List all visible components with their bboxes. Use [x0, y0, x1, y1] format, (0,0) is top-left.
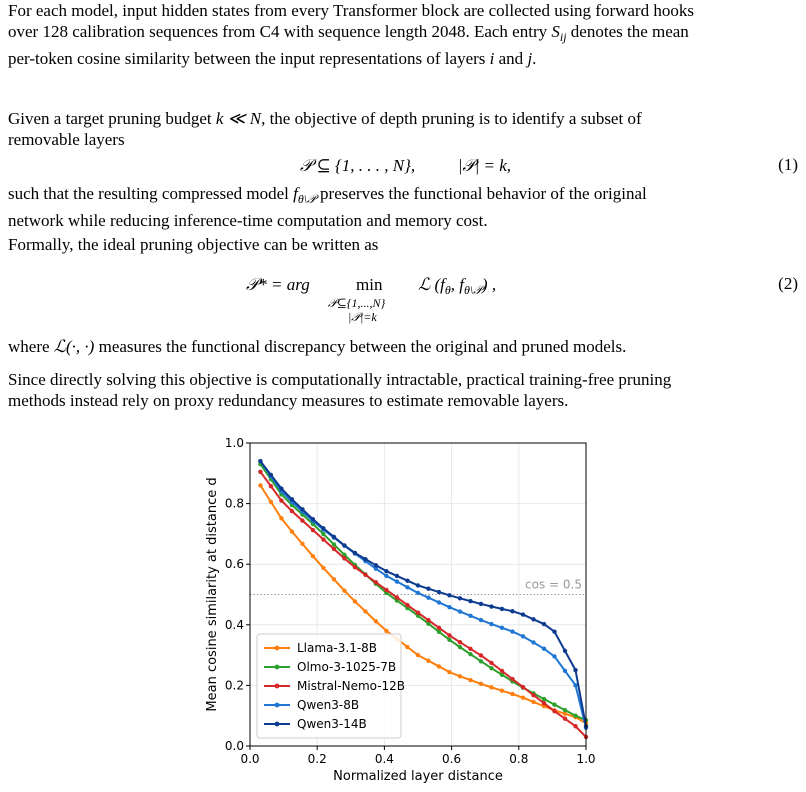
data-point	[563, 708, 567, 712]
legend-swatch-marker	[275, 684, 280, 689]
text-fragment: measures the functional discrepancy between the original and pruned models.	[94, 337, 627, 356]
legend-label: Llama-3.1-8B	[297, 641, 378, 655]
text-line: Formally, the ideal pruning objective can be written as	[8, 235, 379, 254]
data-point	[531, 640, 535, 644]
x-tick-label: 0.2	[307, 752, 327, 766]
data-point	[479, 618, 483, 622]
data-point	[458, 674, 462, 678]
data-point	[416, 583, 420, 587]
legend-swatch-marker	[275, 646, 280, 651]
x-tick-label: 1.0	[576, 752, 596, 766]
y-tick-label: 0.4	[224, 617, 244, 632]
text-line: removable layers	[8, 130, 125, 149]
data-point	[458, 640, 462, 644]
text-fragment: denotes the mean	[566, 22, 689, 41]
data-point	[552, 654, 556, 658]
data-point	[468, 678, 472, 682]
data-point	[510, 609, 514, 613]
data-point	[458, 609, 462, 613]
paragraph-compressed-model	[8, 183, 798, 231]
data-point	[300, 542, 304, 546]
text-fragment: where	[8, 337, 54, 356]
data-point	[332, 577, 336, 581]
text-line: For each model, input hidden states from every Transformer block are collected using forward hooks	[8, 1, 694, 20]
math-inline: k ≪ N	[215, 109, 262, 128]
math-var: i	[489, 49, 495, 68]
data-point	[458, 645, 462, 649]
data-point	[300, 507, 304, 511]
data-point	[468, 652, 472, 656]
data-point	[479, 602, 483, 606]
equation-1	[300, 155, 511, 176]
data-point	[384, 629, 388, 633]
data-point	[479, 653, 483, 657]
text-fragment: preserves the functional behavior of the original	[315, 184, 647, 203]
data-point	[479, 682, 483, 686]
data-point	[426, 618, 430, 622]
data-point	[500, 626, 504, 630]
legend-label: Qwen3-14B	[297, 717, 367, 731]
line-chart	[200, 437, 610, 787]
legend-label: Olmo-3-1025-7B	[297, 660, 397, 674]
data-point	[489, 685, 493, 689]
data-point	[311, 517, 315, 521]
text-line: network while reducing inference-time computation and memory cost.	[8, 211, 488, 230]
data-point	[311, 554, 315, 558]
data-point	[279, 498, 283, 502]
data-point	[300, 518, 304, 522]
data-point	[500, 607, 504, 611]
data-point	[405, 603, 409, 607]
data-point	[521, 696, 525, 700]
paragraph-objective	[8, 108, 798, 150]
data-point	[531, 700, 535, 704]
data-point	[258, 470, 262, 474]
data-point	[374, 580, 378, 584]
text-line: per-token cosine similarity between the input representations of layers	[8, 49, 490, 68]
data-point	[489, 604, 493, 608]
data-point	[500, 669, 504, 673]
data-point	[290, 529, 294, 533]
data-point	[552, 709, 556, 713]
data-point	[374, 563, 378, 567]
legend-swatch-marker	[275, 722, 280, 727]
data-point	[510, 629, 514, 633]
data-point	[510, 677, 514, 681]
x-tick-label: 0.0	[240, 752, 260, 766]
data-point	[573, 713, 577, 717]
x-tick-label: 0.4	[374, 752, 394, 766]
data-point	[269, 484, 273, 488]
data-point	[321, 526, 325, 530]
text-fragment: such that the resulting compressed model	[8, 184, 294, 203]
data-point	[542, 701, 546, 705]
data-point	[437, 626, 441, 630]
y-tick-label: 0.2	[224, 678, 244, 693]
equation-right: |𝒫| = k,	[457, 156, 512, 175]
y-axis-label: Mean cosine similarity at distance d	[205, 477, 220, 712]
paragraph-proxy	[8, 369, 798, 411]
legend-label: Qwen3-8B	[297, 698, 360, 712]
data-point	[437, 600, 441, 604]
data-point	[542, 622, 546, 626]
data-point	[384, 588, 388, 592]
data-point	[384, 569, 388, 573]
data-point	[258, 483, 262, 487]
data-point	[363, 573, 367, 577]
data-point	[573, 724, 577, 728]
data-point	[489, 622, 493, 626]
data-point	[363, 609, 367, 613]
data-point	[468, 647, 472, 651]
equation-rhs: ℒ ($f_\theta$, $f_{\theta\backslash 𝒫}$) ,	[418, 275, 497, 297]
data-point	[279, 486, 283, 490]
equation-min-subscript: 𝒫⊆{1,...,N}	[328, 296, 386, 310]
data-point	[416, 591, 420, 595]
text-line: methods instead rely on proxy redundancy measures to estimate removable layers.	[8, 391, 569, 410]
x-tick-label: 0.6	[442, 752, 462, 766]
legend-label: Mistral-Nemo-12B	[297, 679, 406, 693]
data-point	[468, 599, 472, 603]
data-point	[269, 473, 273, 477]
data-point	[269, 500, 273, 504]
text-fragment: .	[532, 49, 537, 68]
data-point	[353, 551, 357, 555]
data-point	[510, 692, 514, 696]
data-point	[342, 556, 346, 560]
data-point	[437, 664, 441, 668]
data-point	[563, 716, 567, 720]
data-point	[426, 587, 430, 591]
data-point	[332, 542, 336, 546]
data-point	[479, 659, 483, 663]
data-point	[447, 670, 451, 674]
data-point	[311, 528, 315, 532]
reference-line-label: cos = 0.5	[525, 577, 582, 592]
data-point	[353, 565, 357, 569]
x-tick-label: 0.8	[509, 752, 529, 766]
data-point	[489, 661, 493, 665]
data-point	[395, 595, 399, 599]
data-point	[542, 697, 546, 701]
x-axis-label: Normalized layer distance	[333, 769, 503, 784]
text-fragment: and	[494, 49, 528, 68]
y-tick-label: 0.0	[224, 739, 244, 753]
figure-layer-similarity	[200, 437, 610, 787]
data-point	[258, 459, 262, 463]
data-point	[416, 610, 420, 614]
data-point	[426, 659, 430, 663]
data-point	[447, 593, 451, 597]
data-point	[563, 669, 567, 673]
data-point	[290, 497, 294, 501]
data-point	[447, 605, 451, 609]
equation-1-number: (1)	[778, 155, 798, 174]
equation-2-number: (2)	[778, 274, 798, 293]
data-point	[405, 578, 409, 582]
data-point	[447, 633, 451, 637]
data-point	[447, 638, 451, 642]
data-point	[321, 532, 325, 536]
text-fragment: Given a target pruning budget	[8, 109, 216, 128]
equation-left: 𝒫 ⊆ {1, . . . , N},	[300, 156, 416, 175]
data-point	[405, 645, 409, 649]
data-point	[531, 617, 535, 621]
text-line: Since directly solving this objective is computationally intractable, practical training-free pruning	[8, 370, 672, 389]
text-fragment: , the objective of depth pruning is to identify a subset of	[261, 109, 642, 128]
math-inline: ℒ(·, ·)	[53, 337, 95, 356]
data-point	[290, 509, 294, 513]
data-point	[500, 688, 504, 692]
data-point	[531, 693, 535, 697]
data-point	[521, 685, 525, 689]
equation-min-constraint: |𝒫|=k	[348, 310, 377, 324]
paragraph-formally	[8, 234, 798, 255]
y-tick-label: 1.0	[224, 437, 244, 450]
data-point	[458, 596, 462, 600]
data-point	[437, 590, 441, 594]
data-point	[342, 543, 346, 547]
data-point	[279, 516, 283, 520]
data-point	[521, 634, 525, 638]
data-point	[563, 649, 567, 653]
data-point	[468, 614, 472, 618]
math-var: f	[293, 184, 298, 203]
paragraph-calibration	[8, 0, 798, 69]
y-tick-label: 0.6	[224, 557, 244, 572]
data-point	[437, 630, 441, 634]
data-point	[363, 557, 367, 561]
data-point	[353, 599, 357, 603]
y-tick-label: 0.8	[224, 496, 244, 511]
data-point	[426, 596, 430, 600]
data-point	[384, 574, 388, 578]
data-point	[395, 579, 399, 583]
math-var: S	[551, 22, 560, 41]
equation-lhs: 𝒫* = arg	[246, 275, 310, 294]
legend	[257, 634, 405, 738]
data-point	[332, 535, 336, 539]
legend-swatch-marker	[275, 665, 280, 670]
data-point	[321, 537, 325, 541]
data-point	[552, 629, 556, 633]
data-point	[552, 702, 556, 706]
paragraph-where	[8, 336, 798, 357]
data-point	[332, 547, 336, 551]
data-point	[405, 585, 409, 589]
math-subscript: θ\𝒫	[297, 192, 316, 206]
legend-swatch-marker	[275, 703, 280, 708]
data-point	[416, 653, 420, 657]
data-point	[489, 666, 493, 670]
data-point	[542, 646, 546, 650]
math-var: j	[527, 49, 533, 68]
equation-min: min	[356, 275, 383, 294]
data-point	[342, 588, 346, 592]
data-point	[395, 574, 399, 578]
math-subscript: ij	[559, 30, 567, 44]
data-point	[321, 566, 325, 570]
data-point	[374, 619, 378, 623]
data-point	[521, 612, 525, 616]
text-line: over 128 calibration sequences from C4 with sequence length 2048. Each entry	[8, 22, 552, 41]
data-point	[573, 668, 577, 672]
